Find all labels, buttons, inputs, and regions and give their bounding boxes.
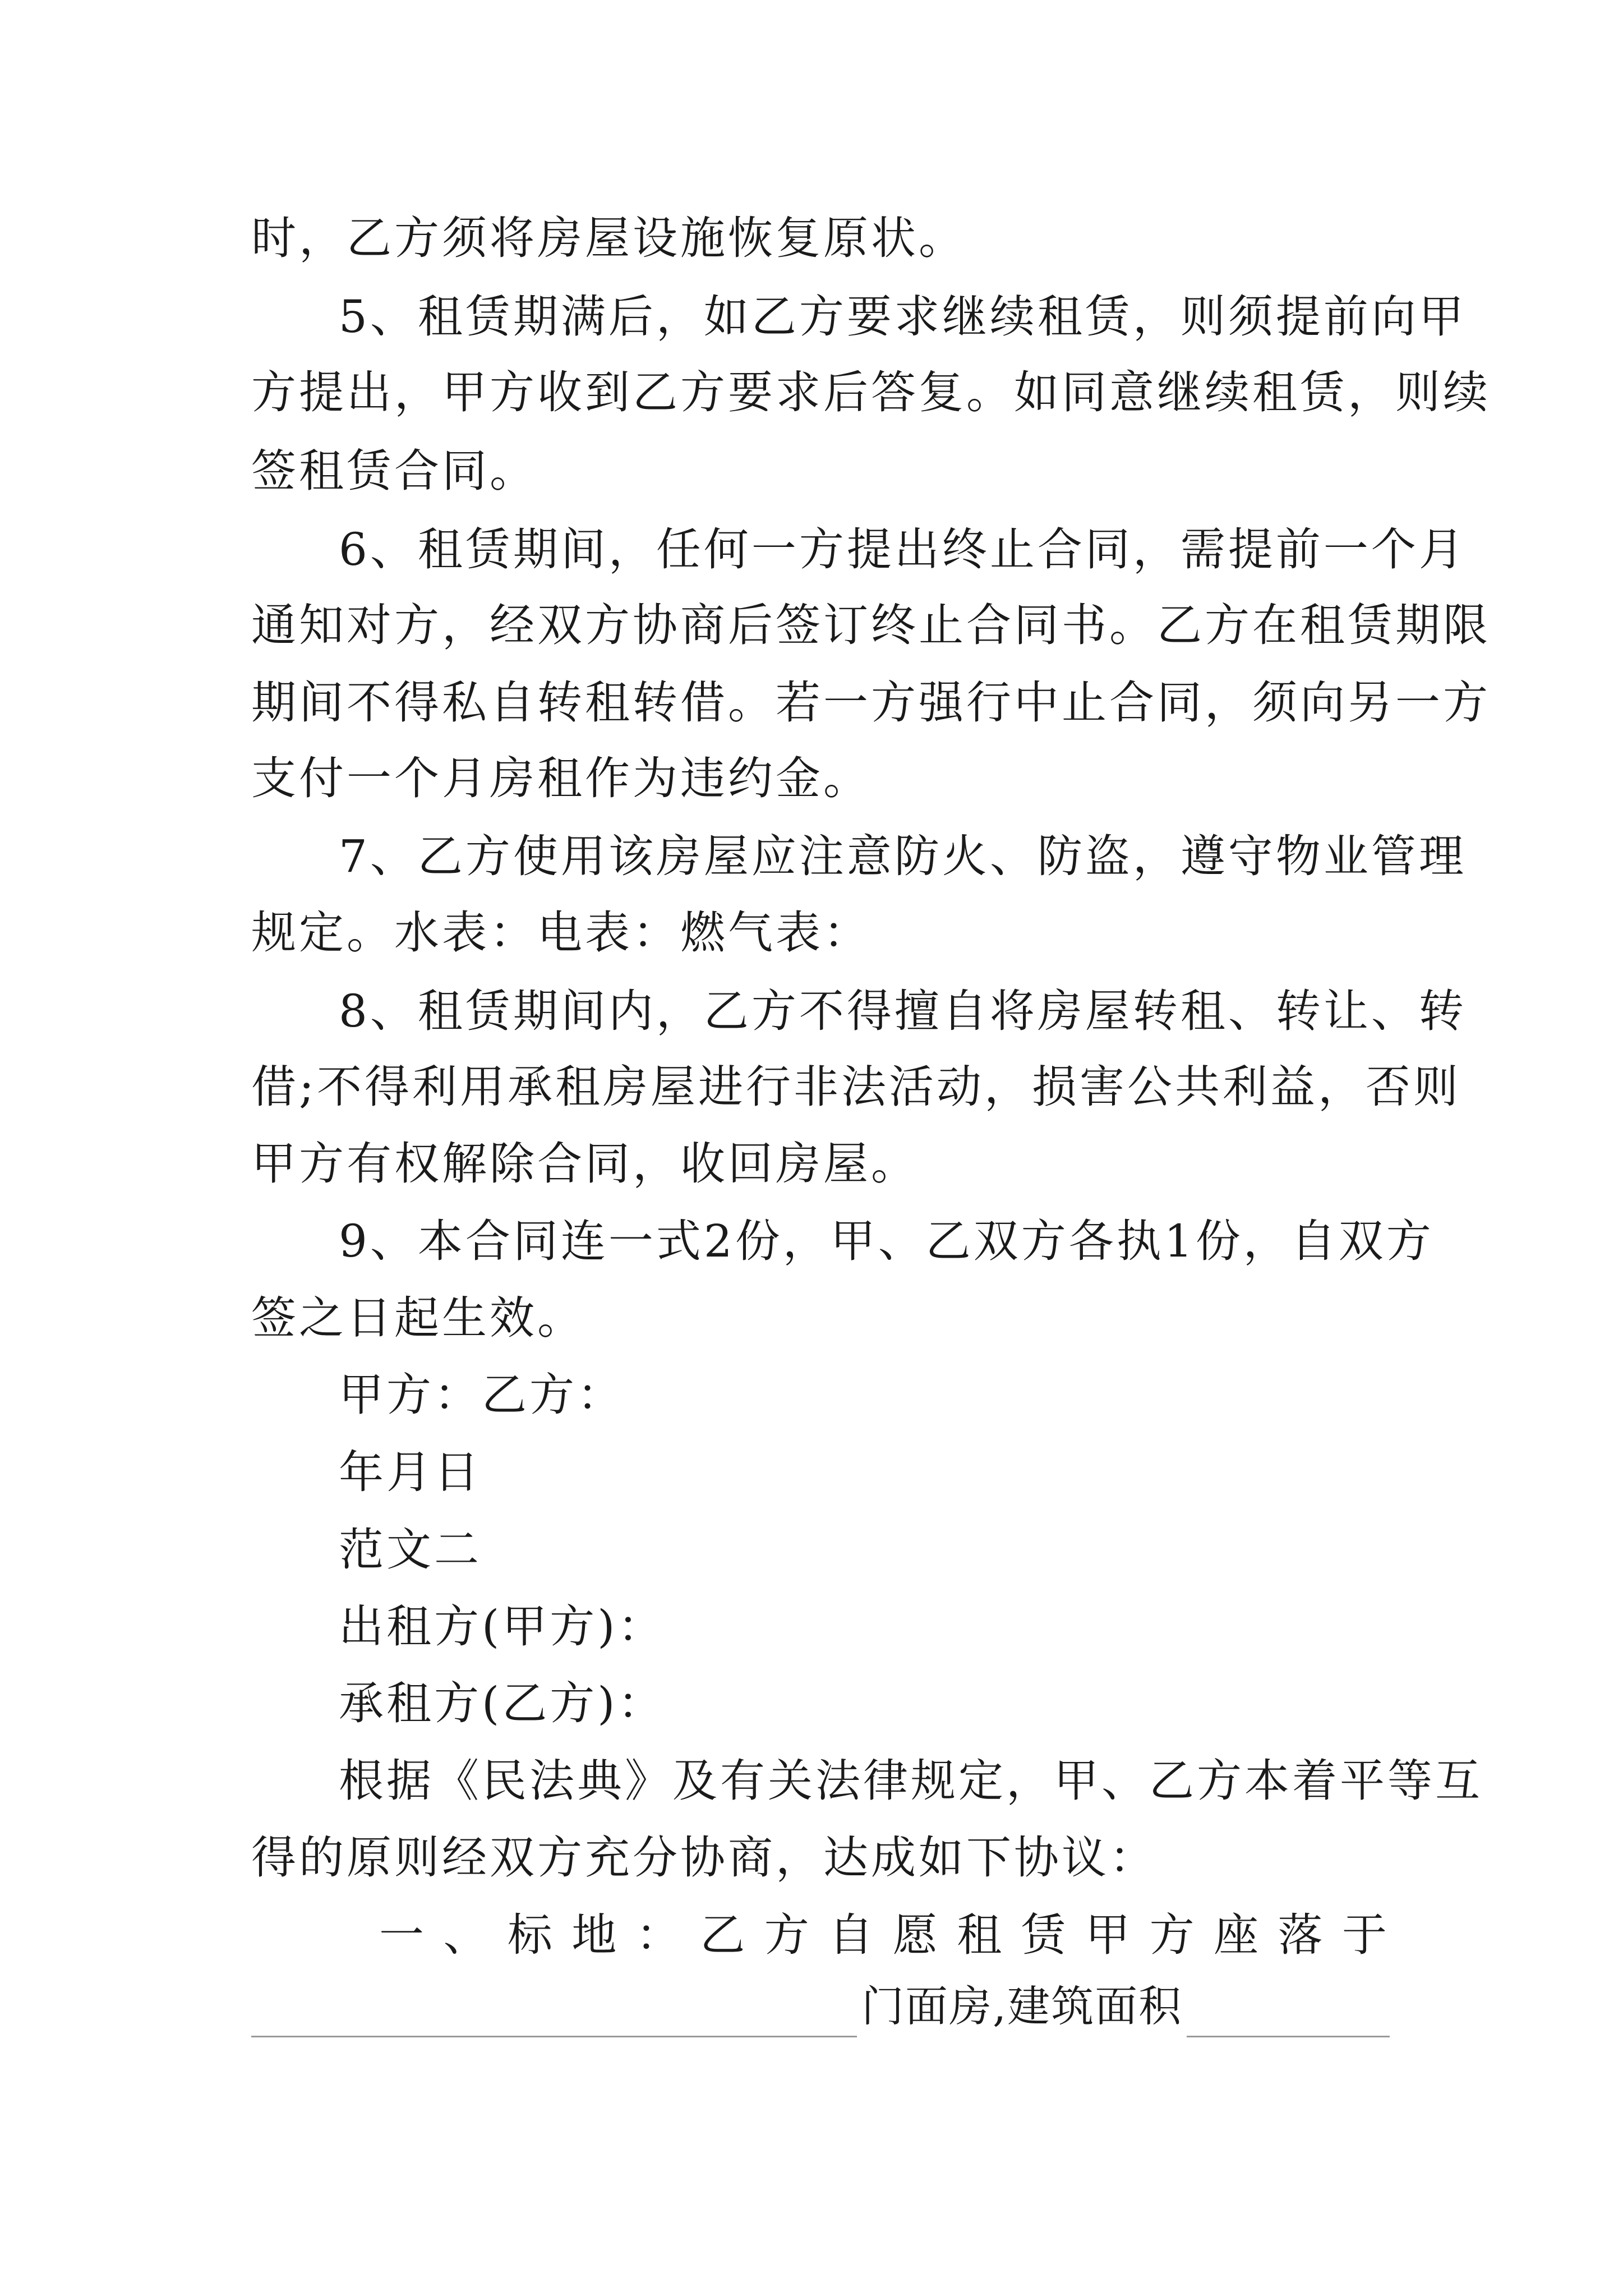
text-line: 得的原则经双方充分协商，达成如下协议： <box>251 1832 1157 1884</box>
paragraph-9-line: 9、本合同连一式2份，甲、乙双方各执1份，自双方 <box>339 1215 1434 1267</box>
signature-parties-line: 甲方：乙方： <box>339 1369 625 1421</box>
paragraph-7-line: 7、乙方使用该房屋应注意防火、防盗，遵守物业管理 <box>339 830 1467 882</box>
text-line: 甲方有权解除合同，收回房屋。 <box>251 1138 919 1190</box>
clause-1-line: 一、标地：乙方自愿租赁甲方座落于 <box>379 1909 1390 1961</box>
lessee-line: 承租方(乙方)： <box>339 1677 666 1729</box>
lessor-line: 出租方(甲方)： <box>339 1600 666 1653</box>
text-line: 期间不得私自转租转借。若一方强行中止合同，须向另一方 <box>251 677 1491 729</box>
text-line: 时，乙方须将房屋设施恢复原状。 <box>251 212 966 264</box>
area-blank <box>1187 1986 1390 2037</box>
paragraph-6-line: 6、租赁期间，任何一方提出终止合同，需提前一个月 <box>339 523 1467 576</box>
paragraph-5-line: 5、租赁期满后，如乙方要求继续租赁，则须提前向甲 <box>339 291 1467 343</box>
preamble-line: 根据《民法典》及有关法律规定，甲、乙方本着平等互 <box>339 1755 1483 1807</box>
paragraph-8-line: 8、租赁期间内，乙方不得擅自将房屋转租、转让、转 <box>339 985 1467 1037</box>
date-line: 年月日 <box>339 1446 482 1498</box>
text-line: 签之日起生效。 <box>251 1292 585 1344</box>
section-heading: 范文二 <box>339 1524 482 1576</box>
text-line: 方提出，甲方收到乙方要求后答复。如同意继续租赁，则续 <box>251 366 1491 418</box>
fill-in-blank-row <box>251 1976 1390 2037</box>
text-line: 签租赁合同。 <box>251 445 537 497</box>
text-line: 支付一个月房租作为违约金。 <box>251 752 871 804</box>
location-blank <box>251 1986 857 2037</box>
blank-label: 门面房,建筑面积 <box>861 1981 1183 2031</box>
text-line: 借;不得利用承租房屋进行非法活动，损害公共利益，否则 <box>251 1061 1461 1113</box>
text-line: 通知对方，经双方协商后签订终止合同书。乙方在租赁期限 <box>251 599 1491 651</box>
text-line: 规定。水表：电表：燃气表： <box>251 907 871 959</box>
